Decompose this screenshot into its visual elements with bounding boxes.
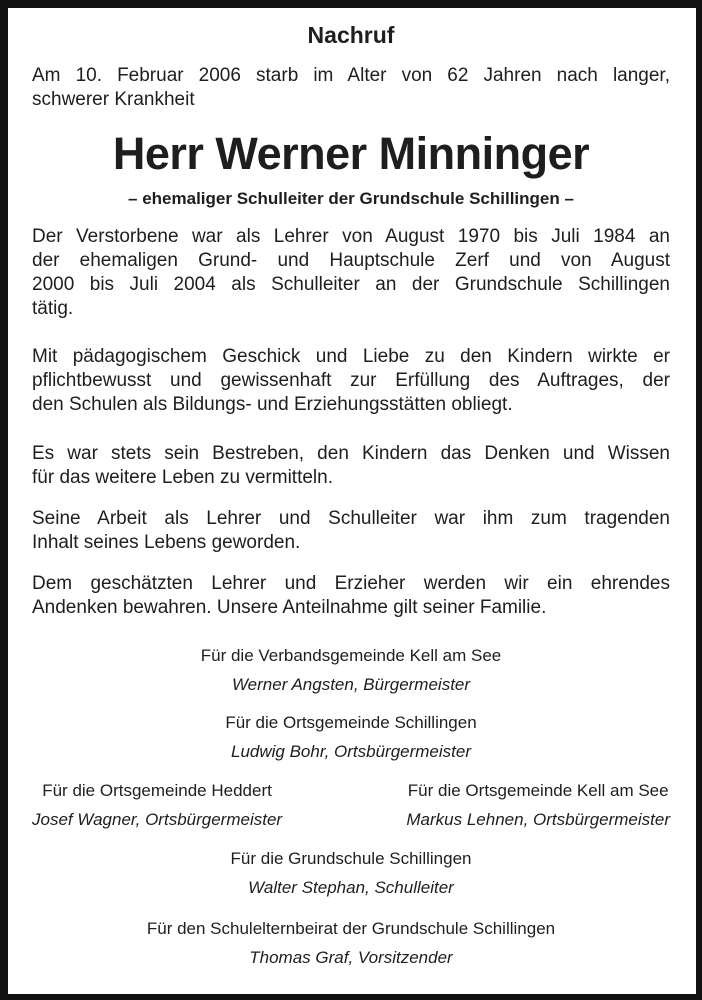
signature-row [32, 776, 670, 834]
text-line: für das weitere Leben zu vermitteln. [32, 467, 333, 488]
signature [406, 776, 670, 834]
signature-org: Für den Schulelternbeirat der Grundschule Schillingen [146, 919, 556, 938]
text-line: Mit pädagogischem Geschick und Liebe zu den Kindern wirkte er [32, 346, 670, 367]
text-line: Seine Arbeit als Lehrer und Schulleiter war ihm zum tragenden [32, 508, 670, 529]
text-line: 2000 bis Juli 2004 als Schulleiter an der Grundschule Schillingen [32, 274, 670, 295]
signature-person: Markus Lehnen, Ortsbürgermeister [406, 810, 670, 829]
text-line: Es war stets sein Bestreben, den Kindern das Denken und Wissen [32, 443, 670, 464]
subtitle: – ehemaliger Schulleiter der Grundschule Schillingen – [128, 189, 574, 208]
paragraph-4 [32, 507, 670, 555]
signature [32, 641, 670, 699]
intro-line: schwerer Krankheit [32, 89, 195, 110]
signature-org: Für die Ortsgemeinde Schillingen [225, 713, 477, 732]
text-line: Inhalt seines Lebens geworden. [32, 532, 301, 553]
paragraph-1 [32, 225, 670, 321]
signature [32, 844, 670, 902]
signature-org: Für die Grundschule Schillingen [230, 849, 472, 868]
text-line: den Schulen als Bildungs- und Erziehungsstätten obliegt. [32, 394, 513, 415]
intro-line: Am 10. Februar 2006 starb im Alter von 62 Jahren nach langer, [32, 65, 670, 86]
signature-person: Thomas Graf, Vorsitzender [249, 948, 453, 967]
paragraph-3 [32, 442, 670, 490]
paragraph-2 [32, 345, 670, 417]
text-line: Andenken bewahren. Unsere Anteilnahme gilt seiner Familie. [32, 597, 547, 618]
signature [32, 708, 670, 766]
signature-person: Ludwig Bohr, Ortsbürgermeister [231, 742, 471, 761]
signature-org: Für die Ortsgemeinde Kell am See [407, 781, 669, 800]
text-line: Dem geschätzten Lehrer und Erzieher werden wir ein ehrendes [32, 573, 670, 594]
text-line: pflichtbewusst und gewissenhaft zur Erfüllung des Auftrages, der [32, 370, 670, 391]
deceased-name: Herr Werner Minninger [112, 128, 590, 179]
signature-person: Werner Angsten, Bürgermeister [231, 675, 471, 694]
signature-person: Walter Stephan, Schulleiter [248, 878, 454, 897]
text-line: der ehemaligen Grund- und Hauptschule Zerf und von August [32, 250, 670, 271]
paragraph-5 [32, 572, 670, 620]
signature-org: Für die Verbandsgemeinde Kell am See [200, 646, 502, 665]
text-line: Der Verstorbene war als Lehrer von August 1970 bis Juli 1984 an [32, 226, 670, 247]
signature [32, 914, 670, 972]
signature [32, 776, 282, 834]
signature-org: Für die Ortsgemeinde Heddert [42, 781, 272, 800]
text-line: tätig. [32, 298, 74, 319]
heading: Nachruf [307, 22, 395, 48]
intro [32, 64, 670, 112]
signature-person: Josef Wagner, Ortsbürgermeister [32, 810, 283, 829]
